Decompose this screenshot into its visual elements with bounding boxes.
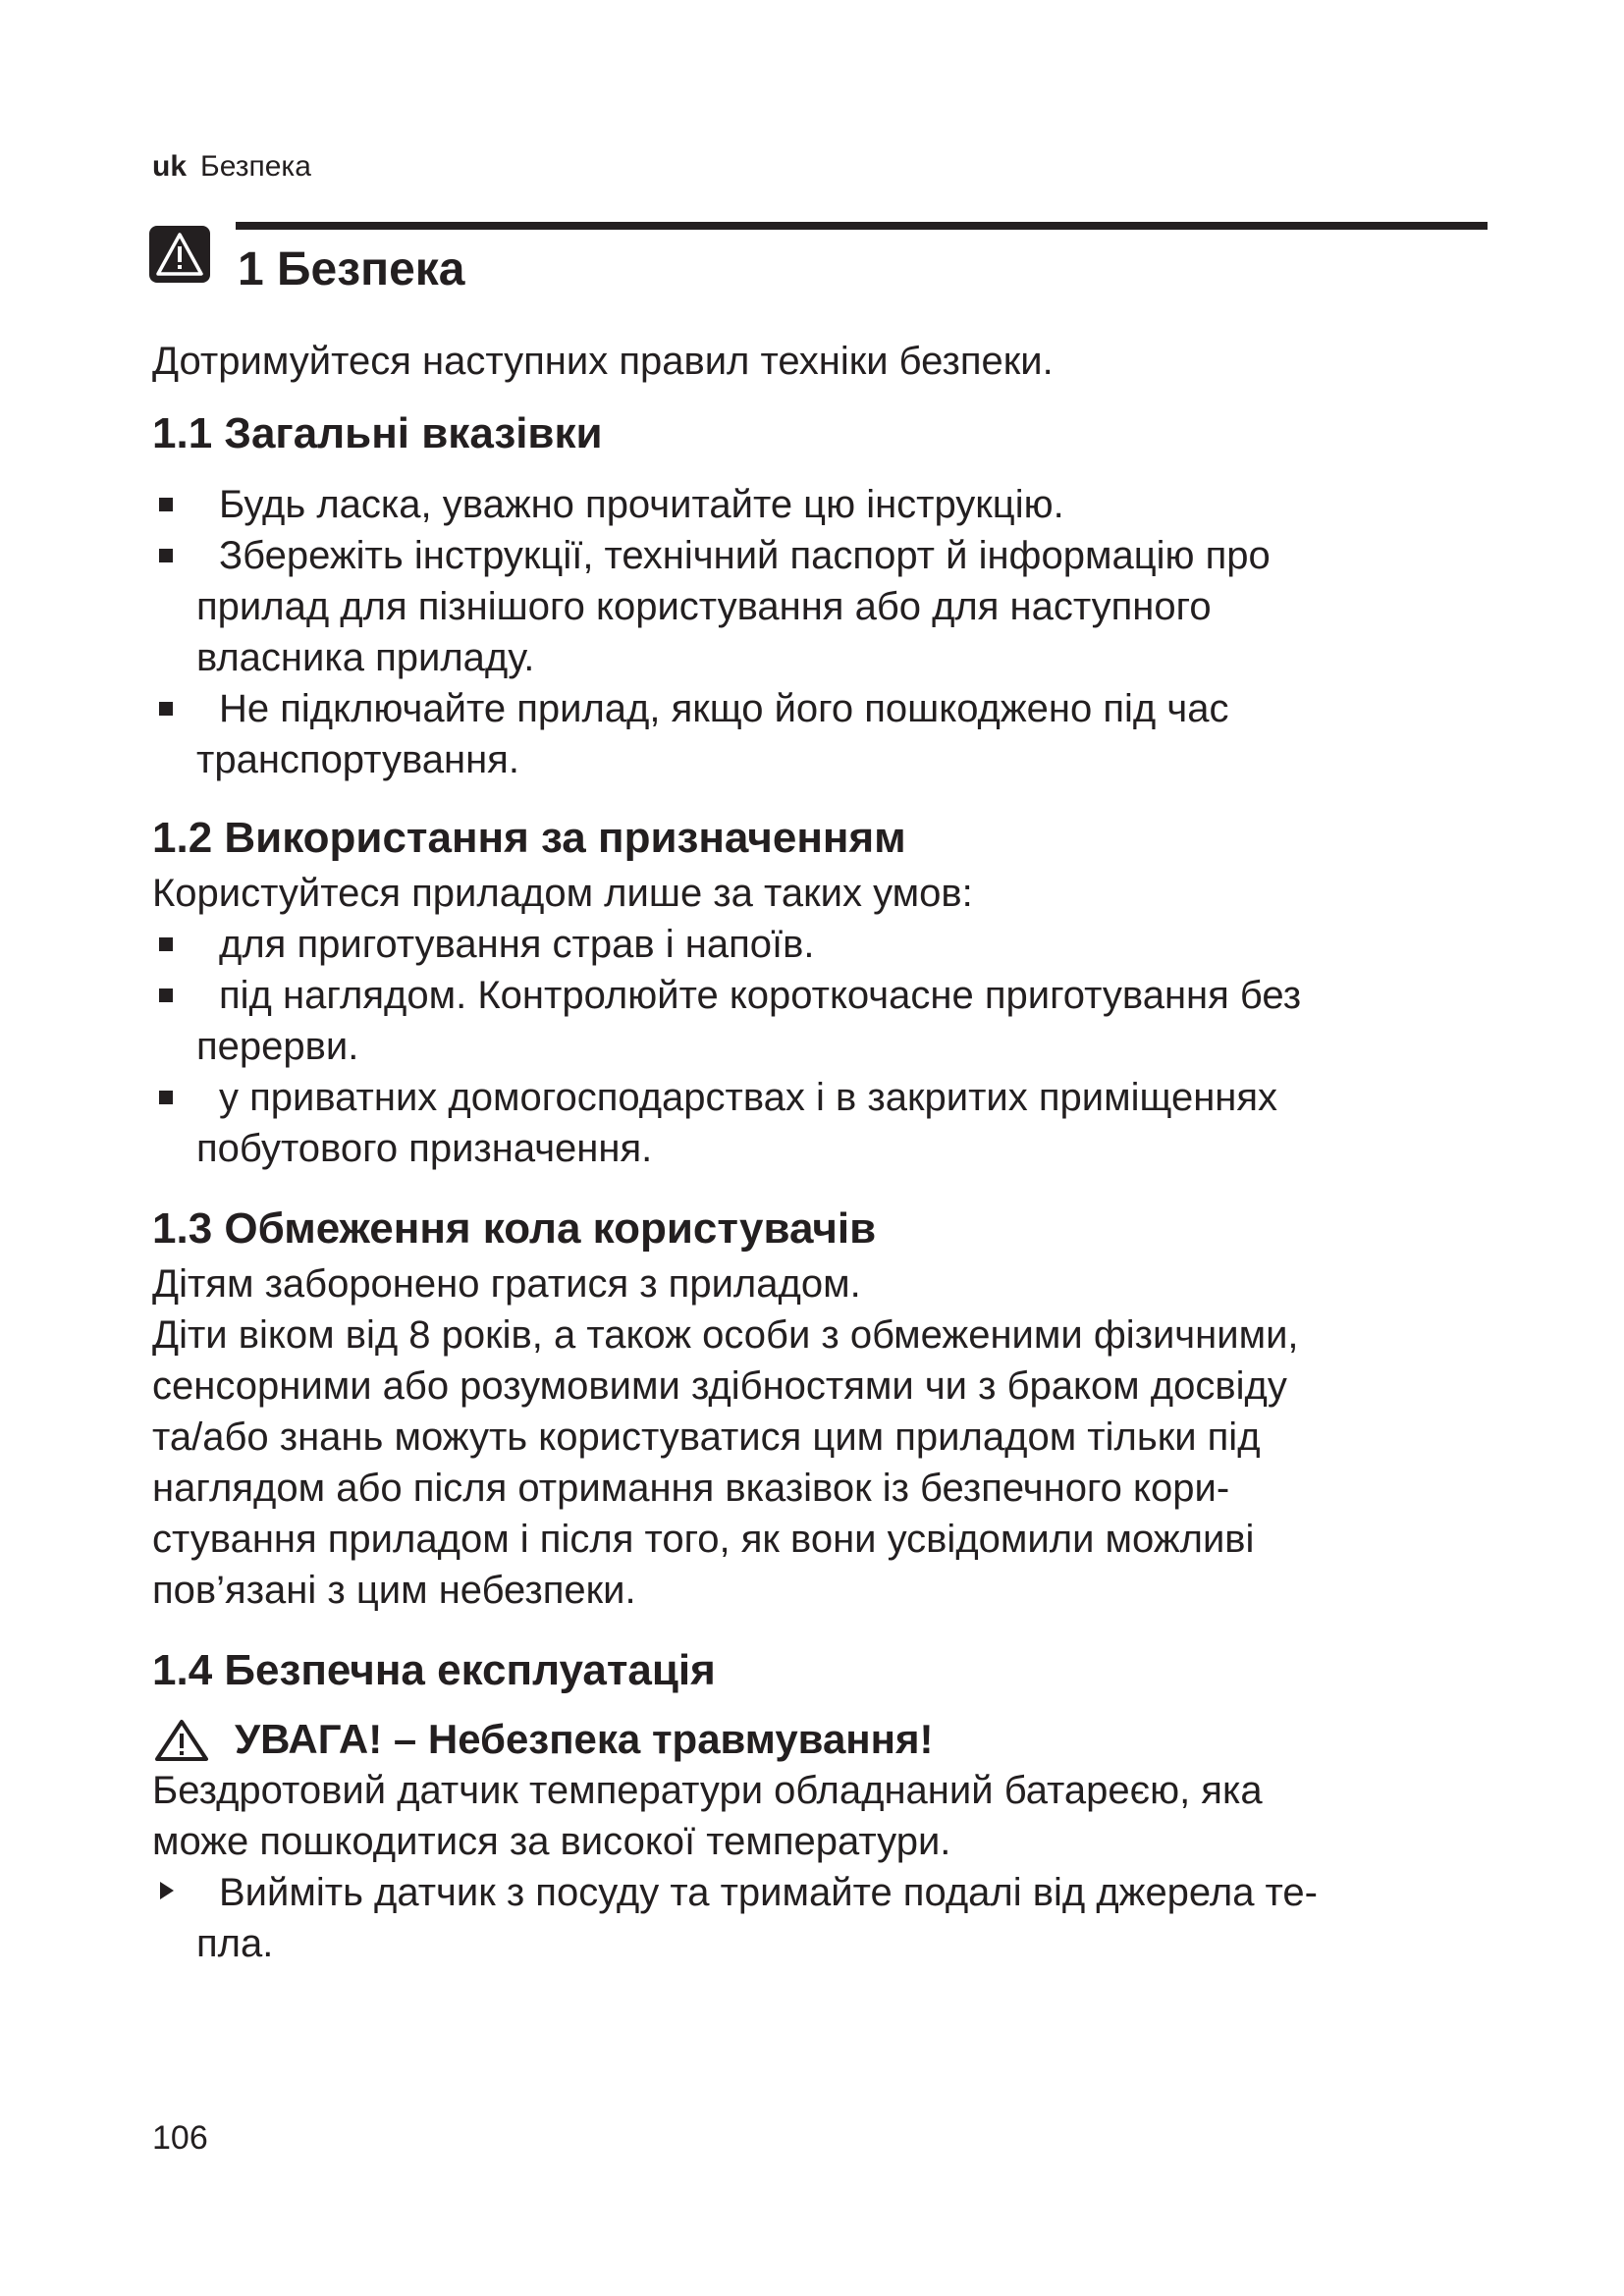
square-bullet-icon bbox=[159, 498, 173, 511]
section-heading-1-2: 1.2 Використання за призначенням bbox=[152, 814, 906, 862]
page-content bbox=[152, 336, 1488, 1969]
chapter-title: 1 Безпека bbox=[238, 243, 465, 295]
square-bullet-icon bbox=[159, 549, 173, 562]
item-line: транспортування. bbox=[196, 738, 519, 781]
action-line: Вийміть датчик з посуду та тримайте подалі від джерела те- bbox=[219, 1871, 1318, 1914]
item-line: Будь ласка, уважно прочитайте цю інструкцію. bbox=[219, 483, 1064, 526]
paragraph-line: Діти віком від 8 років, а також особи з обмеженими фізичними, bbox=[152, 1313, 1299, 1357]
paragraph-line: Бездротовий датчик температури обладнаний батареєю, яка bbox=[152, 1769, 1263, 1812]
warning-triangle-icon bbox=[149, 226, 210, 283]
paragraph: Дітям заборонено гратися з приладом. bbox=[152, 1262, 861, 1306]
list-item bbox=[152, 479, 1488, 530]
paragraph-line: сенсорними або розумовими здібностями чи з браком досвіду bbox=[152, 1364, 1287, 1408]
item-line: побутового призначення. bbox=[196, 1127, 653, 1170]
square-bullet-icon bbox=[159, 988, 173, 1002]
action-step bbox=[152, 1867, 1488, 1969]
section-heading-1-4: 1.4 Безпечна експлуатація bbox=[152, 1646, 716, 1694]
action-line: пла. bbox=[196, 1922, 274, 1965]
section-heading-1-1: 1.1 Загальні вказівки bbox=[152, 409, 603, 457]
list-item bbox=[152, 970, 1488, 1072]
square-bullet-icon bbox=[159, 937, 173, 951]
item-line: Не підключайте прилад, якщо його пошкоджено під час bbox=[219, 687, 1229, 730]
running-header bbox=[152, 149, 311, 185]
square-bullet-icon bbox=[159, 702, 173, 716]
section-heading-1-3: 1.3 Обмеження кола користувачів bbox=[152, 1204, 877, 1253]
intended-use-list bbox=[152, 919, 1488, 1174]
page-number: 106 bbox=[152, 2119, 208, 2157]
general-notes-list bbox=[152, 479, 1488, 785]
warning-text bbox=[152, 1765, 1488, 1867]
language-code: uk bbox=[152, 150, 188, 183]
item-line: перерви. bbox=[196, 1025, 359, 1068]
item-line: прилад для пізнішого користування або для наступного bbox=[196, 585, 1212, 628]
list-item bbox=[152, 1072, 1488, 1174]
header-section: Безпека bbox=[200, 150, 311, 183]
right-arrow-icon bbox=[160, 1882, 174, 1899]
warning-heading bbox=[152, 1714, 1488, 1765]
item-line: у приватних домогосподарствах і в закритих приміщеннях bbox=[219, 1076, 1278, 1119]
chapter-rule bbox=[236, 222, 1488, 230]
item-line: під наглядом. Контролюйте короткочасне приготування без bbox=[219, 974, 1302, 1017]
paragraph-line: наглядом або після отримання вказівок із безпечного кори- bbox=[152, 1467, 1230, 1510]
paragraph-line: стування приладом і після того, як вони усвідомили можливі bbox=[152, 1518, 1255, 1561]
list-item bbox=[152, 530, 1488, 683]
list-item bbox=[152, 683, 1488, 785]
item-line: для приготування страв і напоїв. bbox=[219, 923, 815, 966]
paragraph-line: може пошкодитися за високої температури. bbox=[152, 1820, 951, 1863]
section-intro: Користуйтеся приладом лише за таких умов: bbox=[152, 872, 973, 915]
paragraph-line: пов’язані з цим небезпеки. bbox=[152, 1569, 636, 1612]
warning-triangle-icon bbox=[154, 1719, 209, 1762]
list-item bbox=[152, 919, 1488, 970]
item-line: власника приладу. bbox=[196, 636, 535, 679]
warning-title: УВАГА! – Небезпека травмування! bbox=[235, 1716, 934, 1762]
paragraph bbox=[152, 1309, 1488, 1616]
chapter-intro: Дотримуйтеся наступних правил техніки безпеки. bbox=[152, 340, 1054, 383]
square-bullet-icon bbox=[159, 1091, 173, 1104]
item-line: Збережіть інструкції, технічний паспорт й інформацію про bbox=[219, 534, 1271, 577]
paragraph-line: та/або знань можуть користуватися цим приладом тільки під bbox=[152, 1415, 1261, 1459]
